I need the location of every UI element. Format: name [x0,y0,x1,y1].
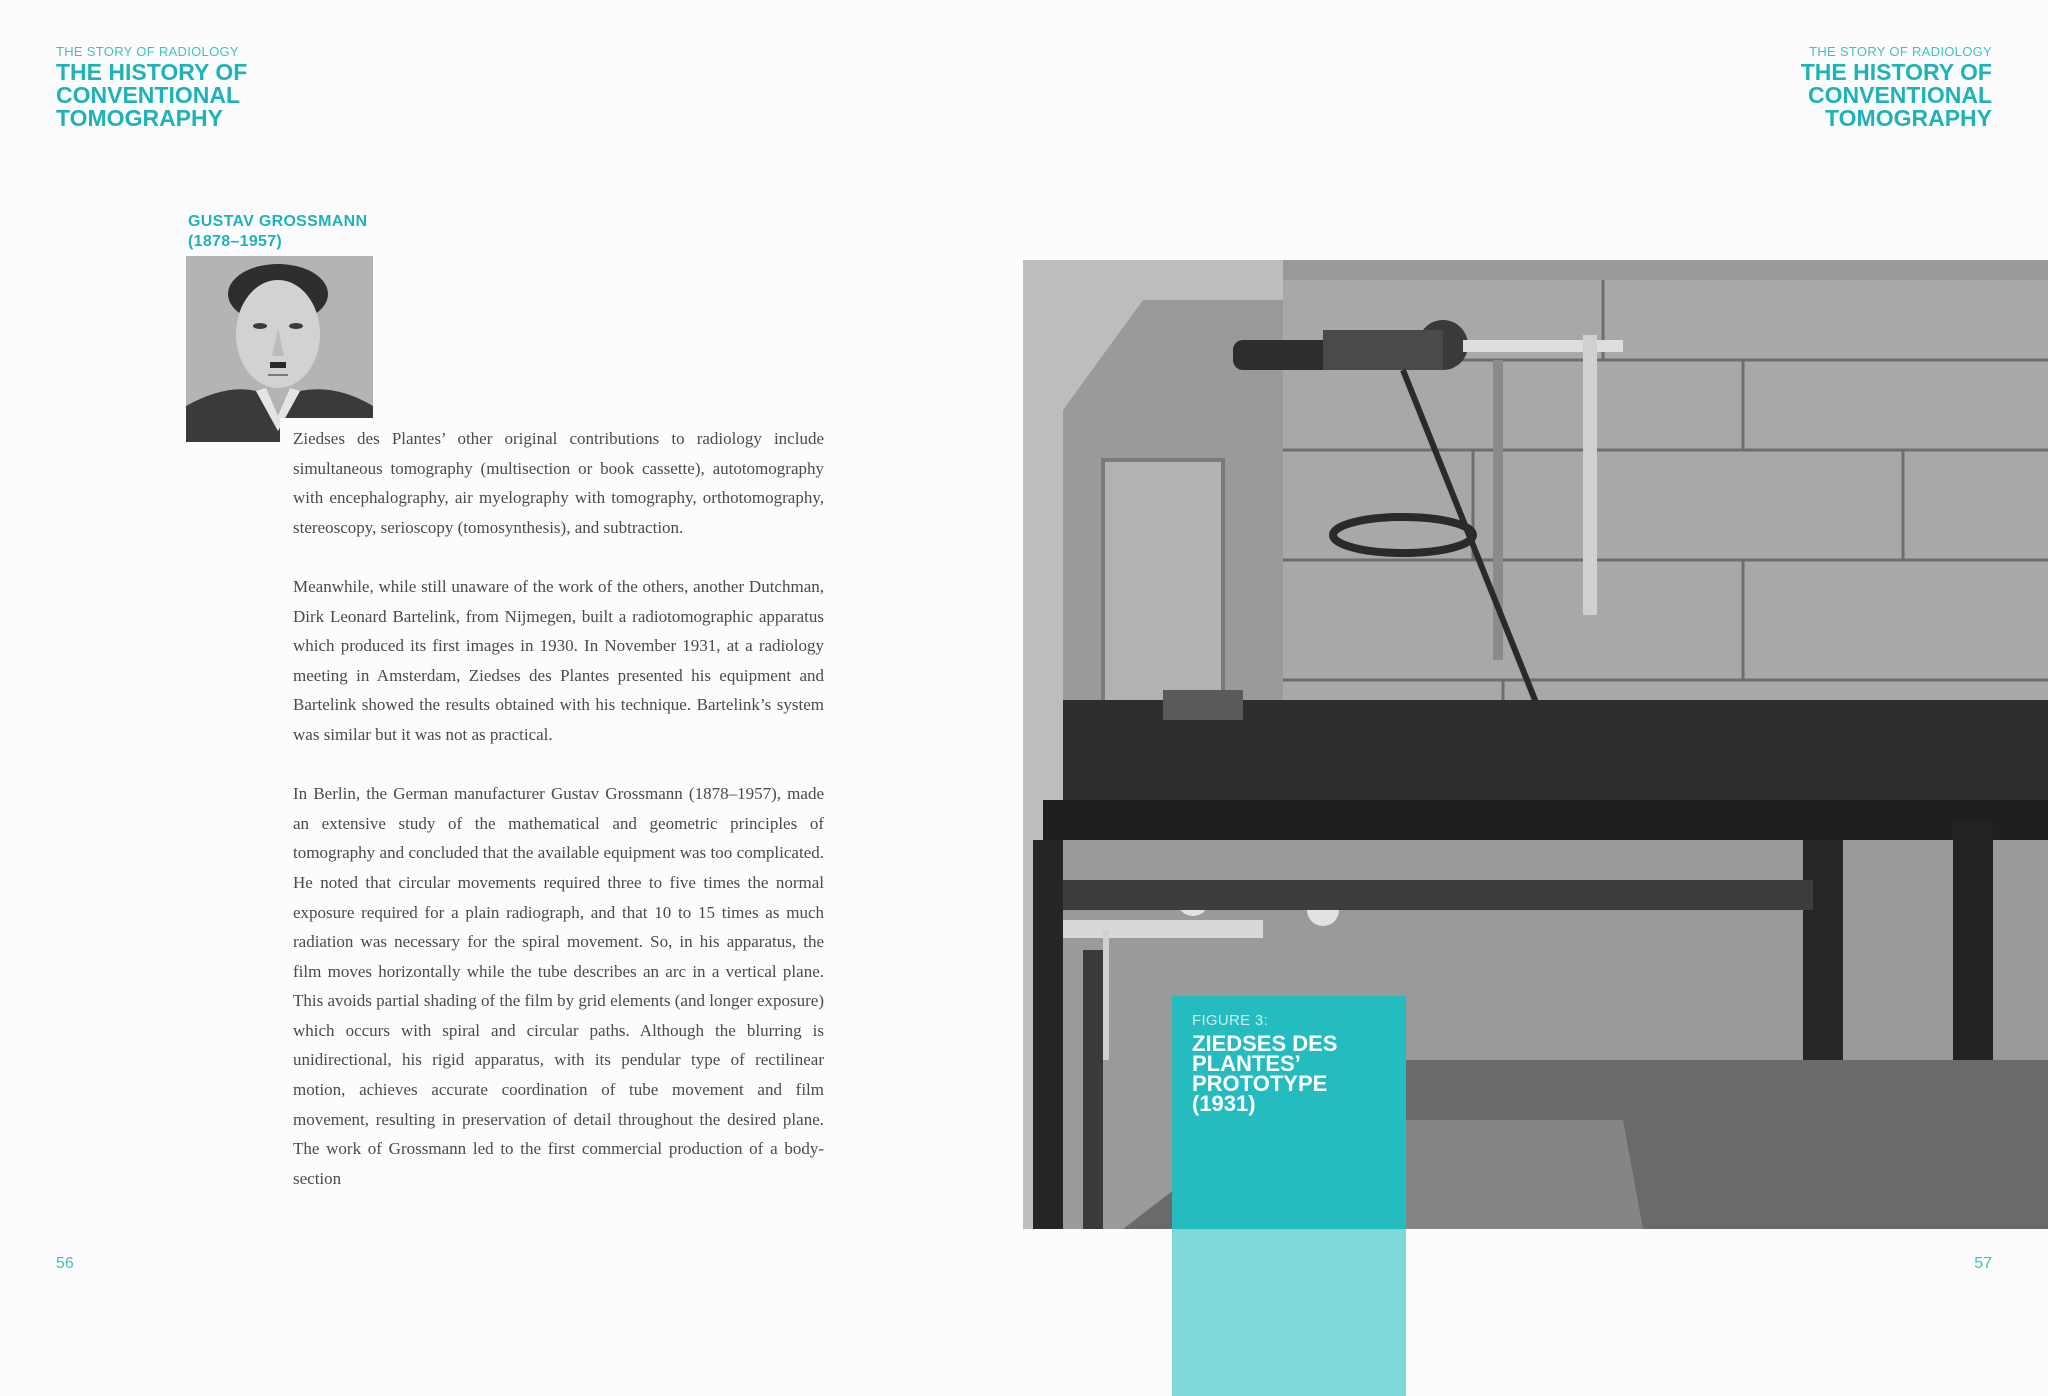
running-header-kicker: THE STORY OF RADIOLOGY [1809,44,1992,59]
figure-title: ZIEDSES DES PLANTES’ PROTOTYPE (1931) [1192,1031,1338,1116]
running-header-title: THE HISTORY OF CONVENTIONAL TOMOGRAPHY [56,59,248,131]
body-text [293,424,824,1223]
portrait-caption-name: GUSTAV GROSSMANN [188,213,368,230]
body-paragraph: Ziedses des Plantes’ other original contributions to radiology include simultaneous tomography (multisection or book cassette), autotomography with encephalography, air myelography with tomography, orthotomography, stereoscopy, serioscopy (tomosynthesis), and subtraction. [293,429,824,537]
left-running-header [56,44,256,130]
portrait-caption [188,212,367,252]
page-number-left: 56 [56,1255,74,1272]
running-header-kicker: THE STORY OF RADIOLOGY [56,44,239,59]
portrait-photo [186,256,373,442]
figure-label: FIGURE 3: [1192,1012,1269,1029]
right-running-header [1792,44,1992,130]
body-paragraph: In Berlin, the German manufacturer Gustav Grossmann (1878–1957), made an extensive study of the mathematical and geometric principles of tomography and concluded that the available equipment was too complicated. He noted that circular movements required three to five times the normal exposure required for a plain radiograph, and that 10 to 15 times as much radiation was necessary for the spiral movement. So, in his apparatus, the film moves horizontally while the tube describes an arc in a vertical plane. This avoids partial shading of the film by grid elements (and longer exposure) which occurs with spiral and circular paths. Although the blurring is unidirectional, his rigid apparatus, with its pendular type of rectilinear motion, achieves accurate coordination of tube movement and film movement, resulting in preservation of detail throughout the desired plane. The work of Grossmann led to the first commercial production of a body-section [293,784,824,1188]
running-header-title: THE HISTORY OF CONVENTIONAL TOMOGRAPHY [1800,59,1992,131]
page-number-right: 57 [1974,1255,1992,1272]
portrait-caption-dates: (1878–1957) [188,233,283,250]
portrait-image [186,256,373,442]
figure-caption-box-extension [1172,1229,1406,1396]
body-paragraph: Meanwhile, while still unaware of the work of the others, another Dutchman, Dirk Leonard Bartelink, from Nijmegen, built a radiotomographic apparatus which produced its first images in 1930. In November 1931, at a radiology meeting in Amsterdam, Ziedses des Plantes presented his equipment and Bartelink showed the results obtained with his technique. Bartelink’s system was similar but it was not as practical. [293,576,824,744]
figure-caption-box [1172,996,1406,1229]
